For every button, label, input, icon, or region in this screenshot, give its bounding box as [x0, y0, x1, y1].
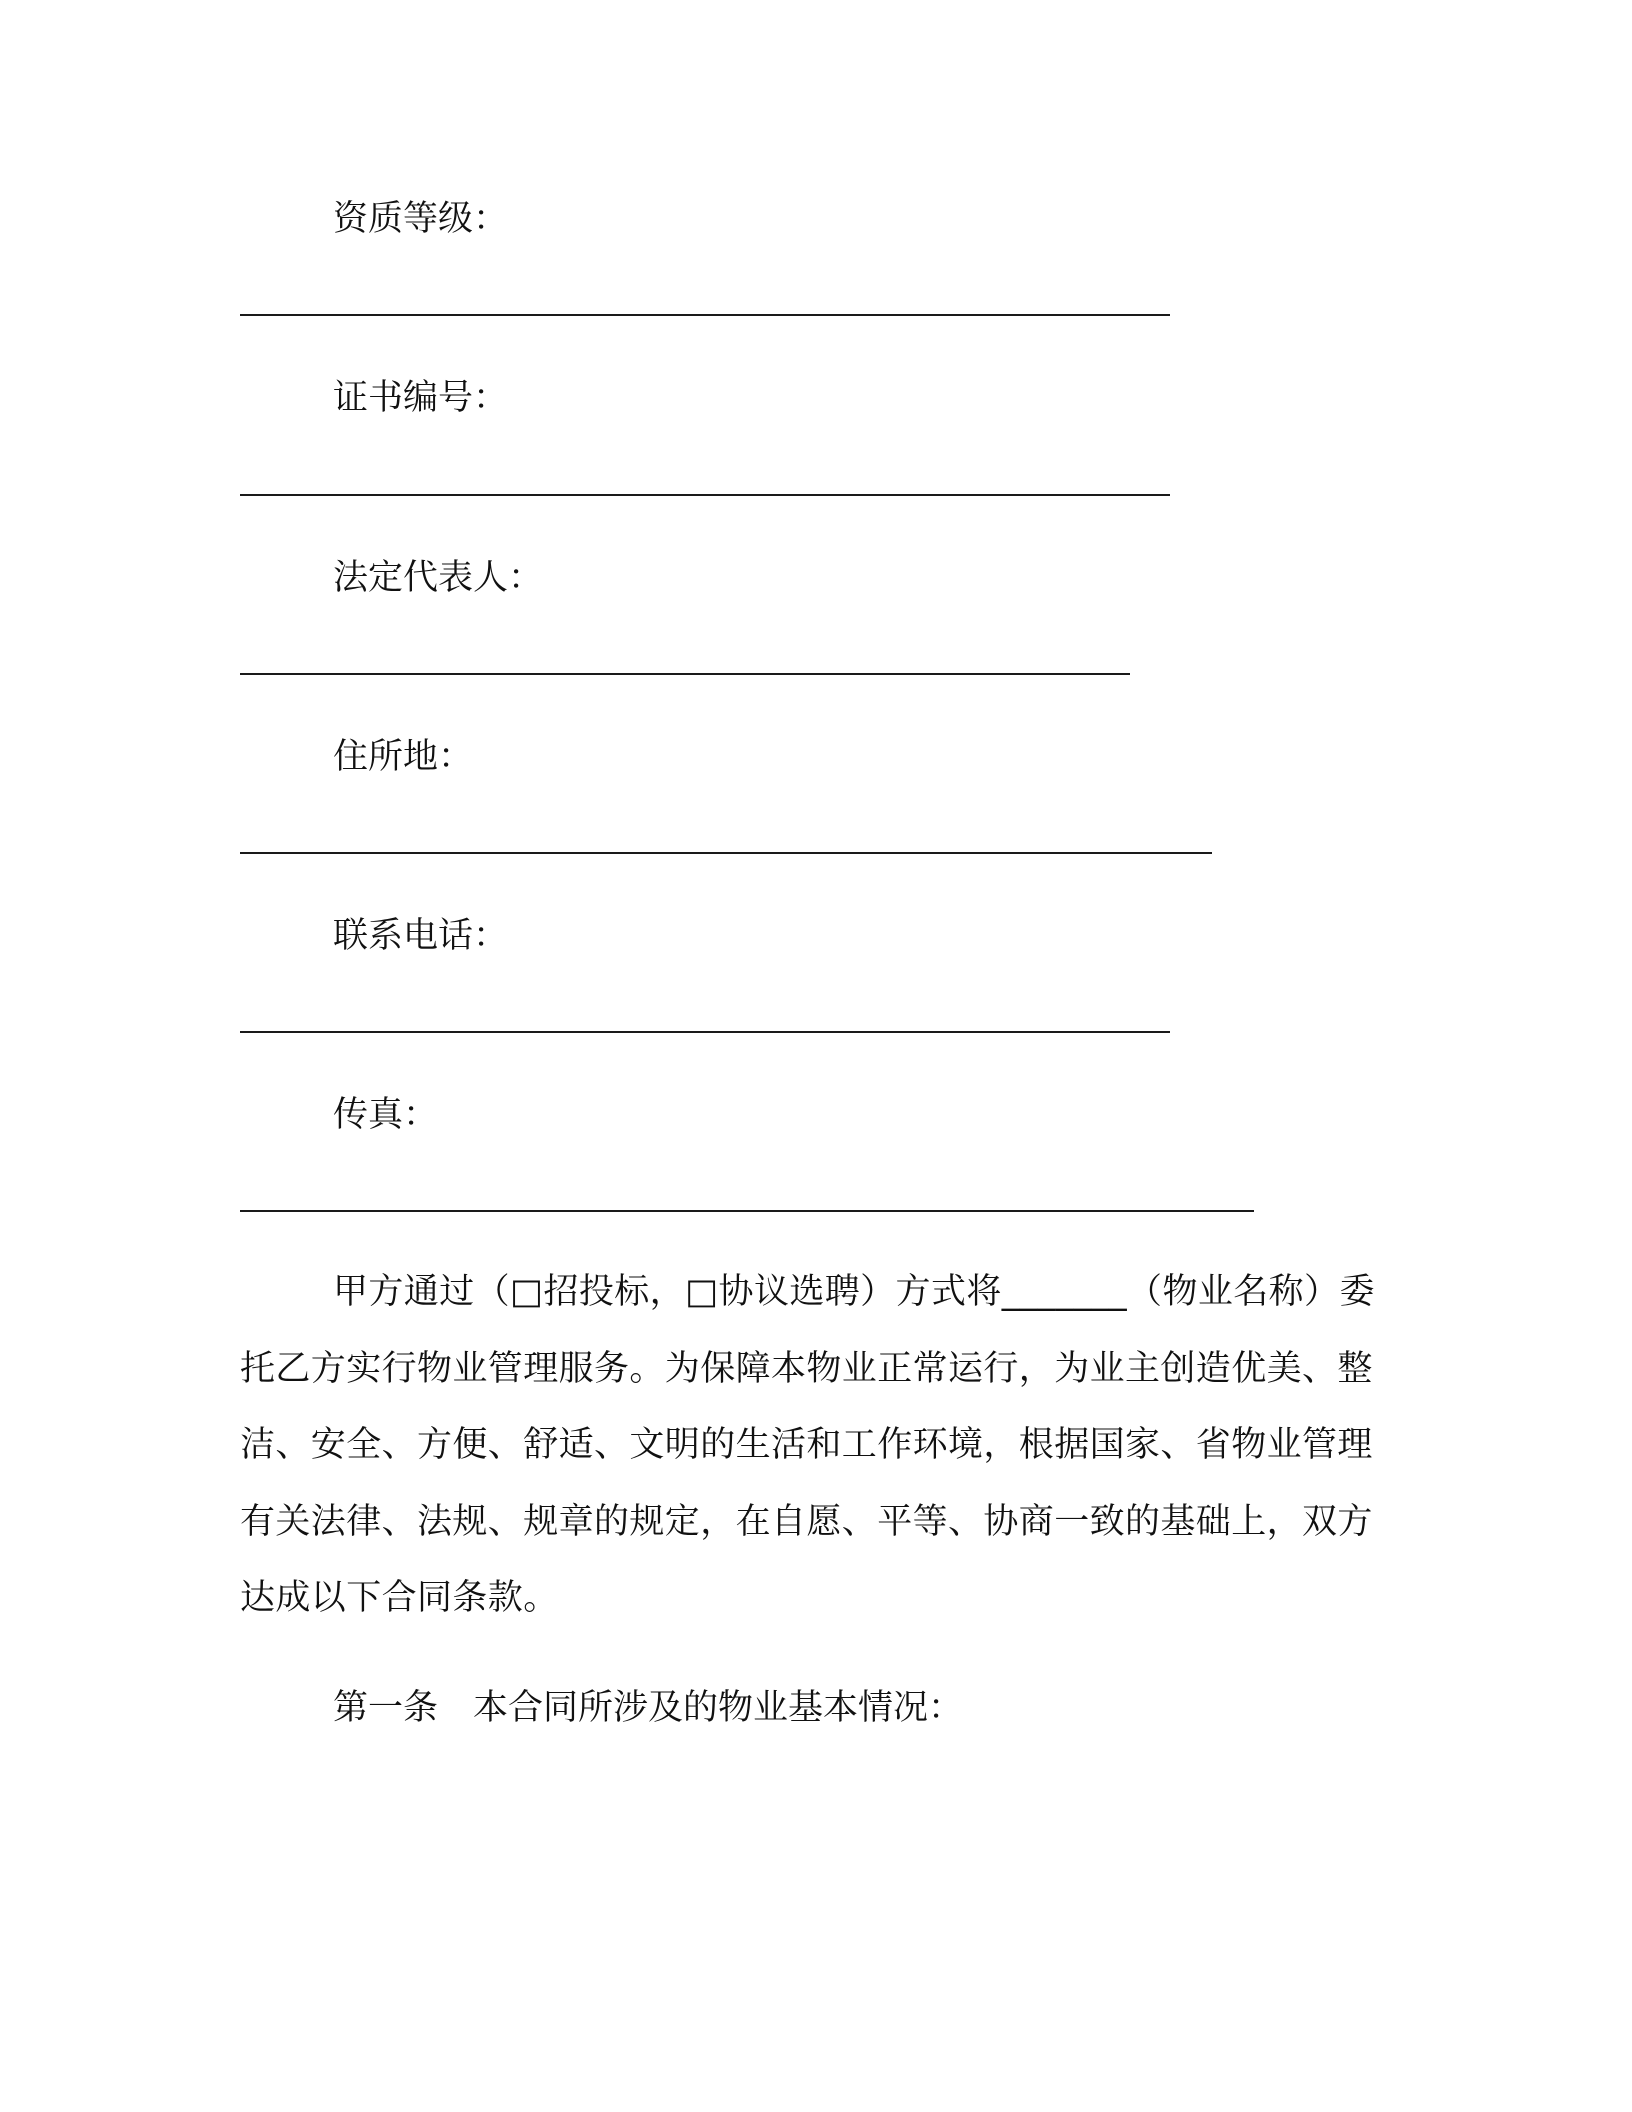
contact-phone-label: 联系电话：	[333, 916, 509, 956]
article-one-heading: 第一条 本合同所涉及的物业基本情况：	[333, 1688, 964, 1728]
qualification-level-label: 资质等级：	[333, 199, 509, 239]
contract-preamble-paragraph: 甲方通过（□招投标，□协议选聘）方式将_______（物业名称）委托乙方实行物业管理服务。为保障本物业正常运行，为业主创造优美、整洁、安全、方便、舒适、文明的生活和工作环境，根据国家、省物业管理有关法律、法规、规章的规定，在自愿、平等、协商一致的基础上，双方达成以下合同条款。	[240, 1272, 1375, 1618]
fax-label: 传真：	[333, 1095, 439, 1135]
domicile-label: 住所地：	[333, 737, 474, 777]
contact-phone-blank[interactable]	[240, 1031, 1170, 1033]
qualification-level-blank[interactable]	[240, 314, 1170, 316]
legal-representative-label: 法定代表人：	[333, 558, 544, 598]
legal-representative-blank[interactable]	[240, 673, 1130, 675]
certificate-number-blank[interactable]	[240, 494, 1170, 496]
fax-blank[interactable]	[240, 1210, 1254, 1212]
certificate-number-label: 证书编号：	[333, 378, 509, 418]
domicile-blank[interactable]	[240, 852, 1212, 854]
